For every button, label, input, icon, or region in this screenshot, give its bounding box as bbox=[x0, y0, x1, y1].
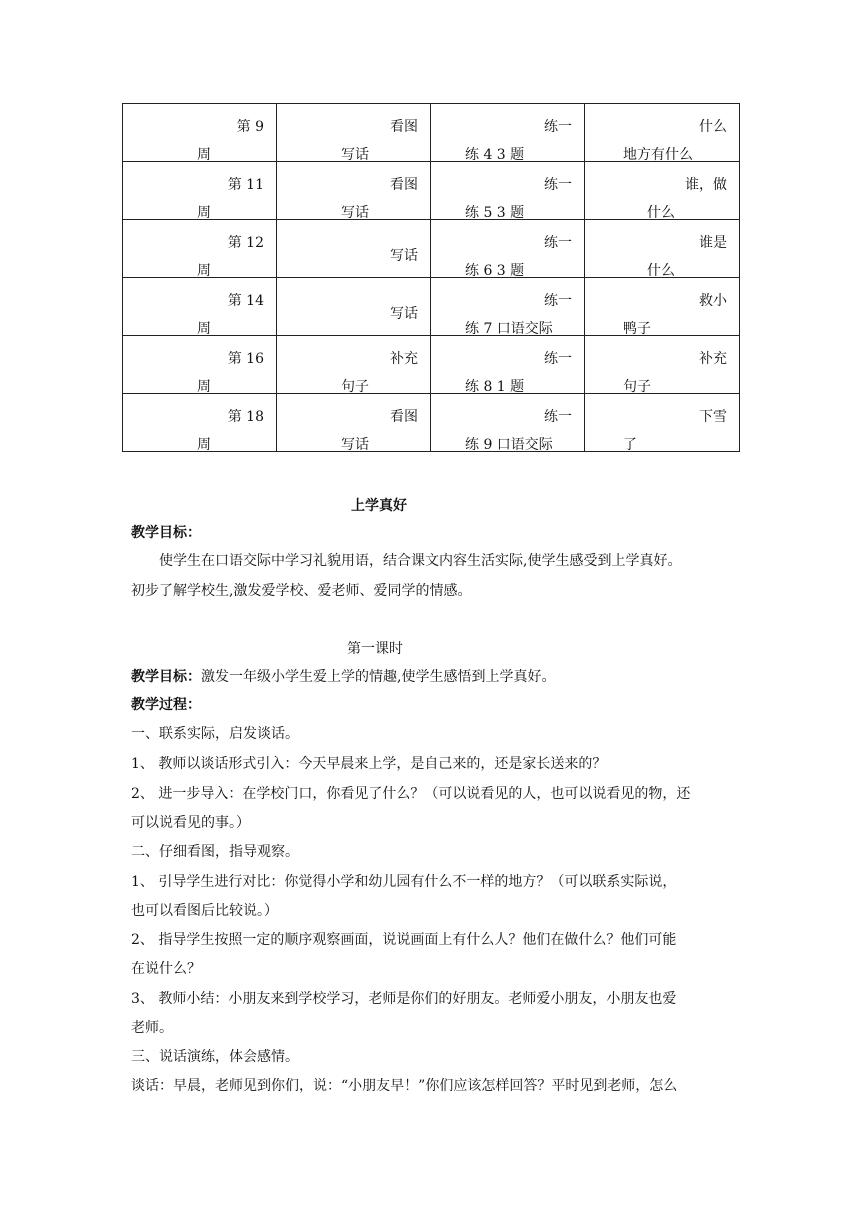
process-line: 老师。 bbox=[131, 1020, 173, 1036]
process-line: 也可以看图后比较说。） bbox=[131, 903, 278, 919]
table-row bbox=[123, 220, 740, 278]
process-line: 可以说看见的事。） bbox=[131, 815, 250, 831]
period-goal: 教学目标：激发一年级小学生爱上学的情趣,使学生感悟到上学真好。 bbox=[131, 669, 556, 685]
week-cell: 第 16 周 bbox=[197, 351, 264, 395]
process-line: 三、说话演练，体会感情。 bbox=[131, 1049, 299, 1065]
process-line: 在说什么？ bbox=[131, 961, 201, 977]
type-cell: 写话 bbox=[390, 306, 418, 322]
process-line: 谈话：早晨，老师见到你们，说：“小朋友早！”你们应该怎样回答？平时见到老师，怎么 bbox=[131, 1078, 678, 1094]
exercise-cell: 练一 练 9 口语交际 bbox=[465, 409, 572, 453]
exercise-cell: 练一 练 4 3 题 bbox=[465, 119, 572, 163]
goal-line: 使学生在口语交际中学习礼貌用语，结合课文内容生活实际,使学生感受到上学真好。 bbox=[159, 553, 682, 569]
goal-line: 初步了解学校生,激发爱学校、爱老师、爱同学的情感。 bbox=[131, 583, 472, 599]
exercise-cell: 练一 练 6 3 题 bbox=[465, 235, 572, 279]
process-line: 2、 进一步导入：在学校门口，你看见了什么？（可以说看见的人，也可以说看见的物，还 bbox=[131, 786, 691, 802]
week-cell: 第 12 周 bbox=[197, 235, 264, 279]
topic-cell: 补充 句子 bbox=[623, 351, 727, 395]
week-cell: 第 14 周 bbox=[197, 293, 264, 337]
exercise-cell: 练一 练 5 3 题 bbox=[465, 177, 572, 221]
table-row bbox=[123, 336, 740, 394]
type-cell: 看图 写话 bbox=[341, 119, 418, 163]
table-row bbox=[123, 278, 740, 336]
exercise-cell: 练一 练 8 1 题 bbox=[465, 351, 572, 395]
writing-schedule-table bbox=[122, 103, 740, 452]
type-cell: 看图 写话 bbox=[341, 177, 418, 221]
topic-cell: 谁，做 什么 bbox=[647, 177, 727, 221]
table-row bbox=[123, 162, 740, 220]
type-cell: 看图 写话 bbox=[341, 409, 418, 453]
process-heading: 教学过程： bbox=[131, 697, 201, 713]
exercise-cell: 练一 练 7 口语交际 bbox=[465, 293, 572, 337]
process-line: 2、 指导学生按照一定的顺序观察画面，说说画面上有什么人？他们在做什么？他们可能 bbox=[131, 932, 677, 948]
table-row bbox=[123, 394, 740, 452]
topic-cell: 下雪 了 bbox=[623, 409, 727, 453]
period-heading: 第一课时 bbox=[347, 641, 403, 657]
topic-cell: 谁是 什么 bbox=[647, 235, 727, 279]
week-cell: 第 18 周 bbox=[197, 409, 264, 453]
process-line: 1、 引导学生进行对比：你觉得小学和幼儿园有什么不一样的地方？（可以联系实际说， bbox=[131, 874, 677, 890]
lesson-title: 上学真好 bbox=[351, 498, 407, 514]
process-line: 一、联系实际，启发谈话。 bbox=[131, 726, 299, 742]
process-line: 3、 教师小结：小朋友来到学校学习，老师是你们的好朋友。老师爱小朋友，小朋友也爱 bbox=[131, 991, 677, 1007]
type-cell: 补充 句子 bbox=[341, 351, 418, 395]
topic-cell: 救小 鸭子 bbox=[623, 293, 727, 337]
process-line: 二、仔细看图，指导观察。 bbox=[131, 844, 299, 860]
process-line: 1、 教师以谈话形式引入：今天早晨来上学，是自己来的，还是家长送来的？ bbox=[131, 756, 607, 772]
week-cell: 第 9 周 bbox=[197, 119, 264, 163]
topic-cell: 什么 地方有什么 bbox=[623, 119, 727, 163]
table-row bbox=[123, 104, 740, 162]
week-cell: 第 11 周 bbox=[197, 177, 264, 221]
type-cell: 写话 bbox=[390, 248, 418, 264]
goal-heading: 教学目标： bbox=[131, 525, 201, 541]
